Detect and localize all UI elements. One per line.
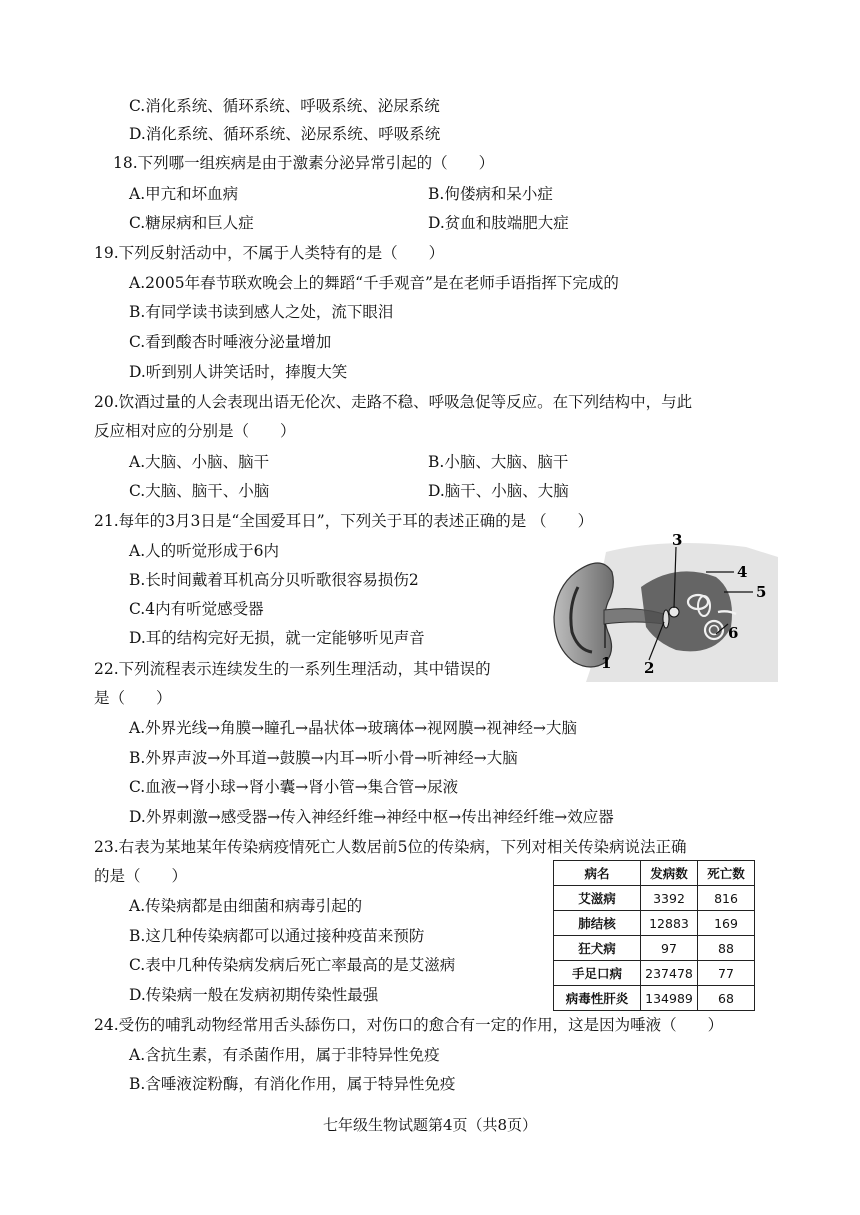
table-cell: 艾滋病 — [554, 886, 641, 911]
page-footer: 七年级生物试题第4页（共8页） — [322, 1116, 538, 1134]
figure-label-3: 3 — [672, 532, 683, 549]
table-cell: 97 — [641, 936, 698, 961]
q23-option-a: A.传染病都是由细菌和病毒引起的 — [129, 897, 363, 915]
ossicles — [669, 607, 679, 617]
q20-option-c: C.大脑、脑干、小脑 — [129, 482, 270, 500]
q22-option-d: D.外界刺激→感受器→传入神经纤维→神经中枢→传出神经纤维→效应器 — [129, 808, 614, 826]
q22-option-c: C.血液→肾小球→肾小囊→肾小管→集合管→尿液 — [129, 778, 459, 796]
table-cell: 134989 — [641, 986, 698, 1011]
table-header: 死亡数 — [698, 861, 755, 886]
q18-option-a: A.甲亢和坏血病 — [129, 185, 239, 203]
q22-option-b: B.外界声波→外耳道→鼓膜→内耳→听小骨→听神经→大脑 — [129, 749, 518, 767]
q19-option-d: D.听到别人讲笑话时，捧腹大笑 — [129, 363, 348, 381]
table-row — [554, 936, 755, 961]
q19-option-a: A.2005年春节联欢晚会上的舞蹈“千手观音”是在老师手语指挥下完成的 — [129, 274, 619, 292]
table-cell: 狂犬病 — [554, 936, 641, 961]
q23-stem-line1: 23.右表为某地某年传染病疫情死亡人数居前5位的传染病，下列对相关传染病说法正确 — [94, 838, 687, 856]
table-cell: 237478 — [641, 961, 698, 986]
q22-stem-line1: 22.下列流程表示连续发生的一系列生理活动，其中错误的 — [94, 660, 491, 678]
q22-option-a: A.外界光线→角膜→瞳孔→晶状体→玻璃体→视网膜→视神经→大脑 — [129, 719, 578, 737]
q20-stem-line2: 反应相对应的分别是（ ） — [94, 422, 296, 440]
table-row — [554, 886, 755, 911]
ear-structure-figure — [546, 532, 778, 682]
table-cell: 3392 — [641, 886, 698, 911]
q21-option-b: B.长时间戴着耳机高分贝听歌很容易损伤2 — [129, 571, 419, 589]
table-cell: 12883 — [641, 911, 698, 936]
q20-option-d: D.脑干、小脑、大脑 — [428, 482, 569, 500]
q19-stem: 19.下列反射活动中，不属于人类特有的是（ ） — [94, 244, 445, 262]
q19-option-b: B.有同学读书读到感人之处，流下眼泪 — [129, 303, 394, 321]
eardrum — [663, 610, 669, 628]
q21-option-c: C.4内有听觉感受器 — [129, 600, 264, 618]
table-cell: 68 — [698, 986, 755, 1011]
table-cell: 77 — [698, 961, 755, 986]
table-cell: 88 — [698, 936, 755, 961]
q21-option-a: A.人的听觉形成于6内 — [129, 542, 279, 560]
q23-stem-line2: 的是（ ） — [94, 867, 188, 885]
table-cell: 肺结核 — [554, 911, 641, 936]
q17-option-d: D.消化系统、循环系统、泌尿系统、呼吸系统 — [129, 125, 441, 143]
q17-option-c: C.消化系统、循环系统、呼吸系统、泌尿系统 — [129, 97, 440, 115]
table-header-row — [554, 861, 755, 886]
table-header: 发病数 — [641, 861, 698, 886]
q18-option-c: C.糖尿病和巨人症 — [129, 214, 254, 232]
figure-label-4: 4 — [737, 563, 748, 581]
q23-option-d: D.传染病一般在发病初期传染性最强 — [129, 986, 379, 1004]
table-row — [554, 911, 755, 936]
q21-stem: 21.每年的3月3日是“全国爱耳日”，下列关于耳的表述正确的是 （ ） — [94, 512, 594, 530]
table-cell: 816 — [698, 886, 755, 911]
figure-label-1: 1 — [601, 654, 612, 672]
table-row — [554, 986, 755, 1011]
table-cell: 169 — [698, 911, 755, 936]
q20-stem-line1: 20.饮酒过量的人会表现出语无伦次、走路不稳、呼吸急促等反应。在下列结构中，与此 — [94, 393, 693, 411]
figure-label-6: 6 — [728, 624, 739, 642]
q24-option-a: A.含抗生素，有杀菌作用，属于非特异性免疫 — [129, 1046, 440, 1064]
q19-option-c: C.看到酸杏时唾液分泌量增加 — [129, 333, 332, 351]
figure-label-5: 5 — [756, 583, 767, 601]
q22-stem-line2: 是（ ） — [94, 689, 172, 707]
q18-option-b: B.佝偻病和呆小症 — [428, 185, 553, 203]
table-header: 病名 — [554, 861, 641, 886]
table-row — [554, 961, 755, 986]
q18-option-d: D.贫血和肢端肥大症 — [428, 214, 569, 232]
q24-option-b: B.含唾液淀粉酶，有消化作用，属于特异性免疫 — [129, 1075, 456, 1093]
q18-stem: 18.下列哪一组疾病是由于激素分泌异常引起的（ ） — [113, 154, 495, 172]
q24-stem: 24.受伤的哺乳动物经常用舌头舔伤口，对伤口的愈合有一定的作用，这是因为唾液（ ） — [94, 1016, 724, 1034]
disease-table — [553, 860, 755, 1011]
q20-option-a: A.大脑、小脑、脑干 — [129, 453, 270, 471]
table-cell: 病毒性肝炎 — [554, 986, 641, 1011]
q20-option-b: B.小脑、大脑、脑干 — [428, 453, 569, 471]
q23-option-c: C.表中几种传染病发病后死亡率最高的是艾滋病 — [129, 956, 456, 974]
figure-label-2: 2 — [644, 659, 655, 677]
table-cell: 手足口病 — [554, 961, 641, 986]
q23-option-b: B.这几种传染病都可以通过接种疫苗来预防 — [129, 927, 425, 945]
q21-option-d: D.耳的结构完好无损，就一定能够听见声音 — [129, 629, 425, 647]
